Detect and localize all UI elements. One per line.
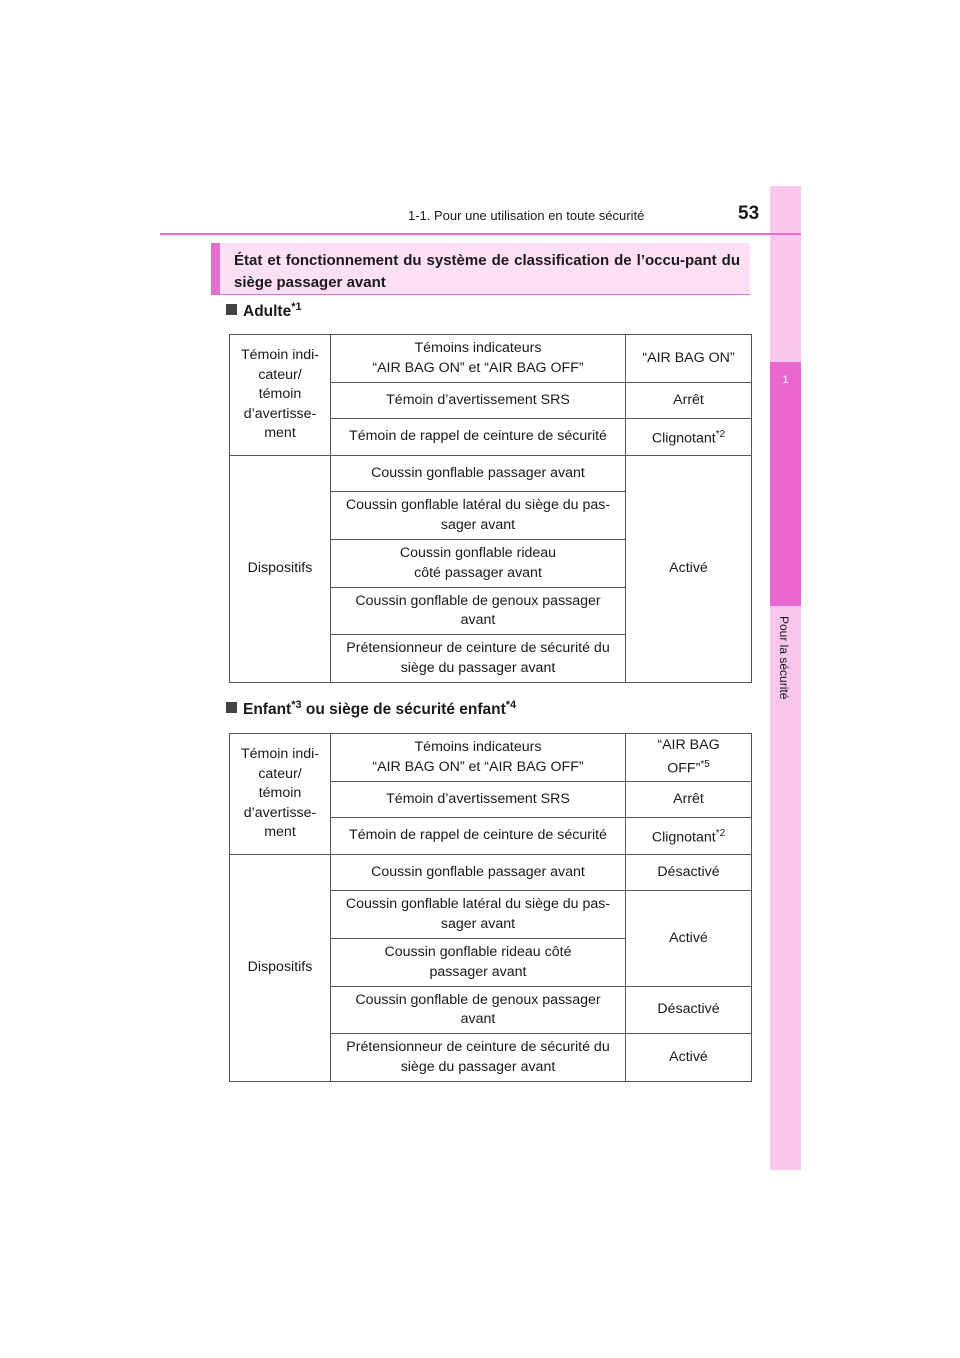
srs-warning-cell: Témoin d’avertissement SRS xyxy=(331,383,626,419)
device-cell: Coussin gonflable passager avant xyxy=(331,456,626,492)
bullet-square-icon xyxy=(226,304,237,315)
device-cell: Coussin gonflable rideau côté passager avant xyxy=(331,540,626,588)
child-table xyxy=(229,733,752,1082)
indicators-cell: Témoins indicateurs “AIR BAG ON” et “AIR BAG OFF” xyxy=(331,734,626,782)
seatbelt-reminder-status-cell: Clignotant$^{*2}$ xyxy=(626,419,752,456)
adult-heading xyxy=(226,301,302,321)
seatbelt-reminder-cell: Témoin de rappel de ceinture de sécurité xyxy=(331,419,626,456)
device-cell: Coussin gonflable latéral du siège du pas- sager avant xyxy=(331,492,626,540)
indicator-header-cell: Témoin indi- cateur/ témoin d’avertisse- ment xyxy=(230,734,331,855)
chapter-tab-active xyxy=(770,362,801,606)
srs-warning-status-cell: Arrêt xyxy=(626,383,752,419)
seatbelt-reminder-status-cell: Clignotant$^{*2}$ xyxy=(626,818,752,855)
bullet-square-icon xyxy=(226,702,237,713)
indicators-status-cell: “AIR BAG ON” xyxy=(626,335,752,383)
table-row xyxy=(230,335,752,383)
header-rule xyxy=(160,233,801,235)
device-cell: Coussin gonflable de genoux passager avant xyxy=(331,588,626,635)
table-row xyxy=(230,855,752,891)
device-status-cell: Activé xyxy=(626,1034,752,1082)
device-cell: Coussin gonflable passager avant xyxy=(331,855,626,891)
adult-table xyxy=(229,334,752,683)
srs-warning-status-cell: Arrêt xyxy=(626,782,752,818)
device-cell: Coussin gonflable de genoux passager avant xyxy=(331,987,626,1034)
indicators-status-cell: “AIR BAG OFF”$^{*5}$ xyxy=(626,734,752,782)
seatbelt-reminder-cell: Témoin de rappel de ceinture de sécurité xyxy=(331,818,626,855)
table-row xyxy=(230,456,752,492)
chapter-side-tab xyxy=(770,186,801,1170)
devices-status-cell: Activé xyxy=(626,456,752,683)
device-cell: Coussin gonflable latéral du siège du pas- sager avant xyxy=(331,891,626,939)
section-header: 1-1. Pour une utilisation en toute sécurité xyxy=(408,208,645,223)
footnote-ref: *1 xyxy=(291,301,302,313)
device-cell: Prétensionneur de ceinture de sécurité du siège du passager avant xyxy=(331,1034,626,1082)
adult-heading-text: Adulte xyxy=(243,303,292,321)
table-row xyxy=(230,734,752,782)
device-status-cell: Désactivé xyxy=(626,855,752,891)
device-cell: Prétensionneur de ceinture de sécurité du siège du passager avant xyxy=(331,635,626,683)
indicator-header-cell: Témoin indi- cateur/ témoin d’avertisse- ment xyxy=(230,335,331,456)
section-title: État et fonctionnement du système de classification de l’occu-pant du siège passager avant xyxy=(211,243,750,295)
device-cell: Coussin gonflable rideau côté passager avant xyxy=(331,939,626,987)
devices-header-cell: Dispositifs xyxy=(230,855,331,1082)
chapter-number: 1 xyxy=(782,374,789,386)
indicators-cell: Témoins indicateurs “AIR BAG ON” et “AIR BAG OFF” xyxy=(331,335,626,383)
srs-warning-cell: Témoin d’avertissement SRS xyxy=(331,782,626,818)
page-number: 53 xyxy=(738,203,760,224)
chapter-label: Pour la sécurité xyxy=(777,616,791,700)
device-status-cell: Activé xyxy=(626,891,752,987)
devices-header-cell: Dispositifs xyxy=(230,456,331,683)
child-heading: Enfant$^{*3}$ ou siège de sécurité enfant$^{*4}$ xyxy=(226,699,516,719)
device-status-cell: Désactivé xyxy=(626,987,752,1034)
